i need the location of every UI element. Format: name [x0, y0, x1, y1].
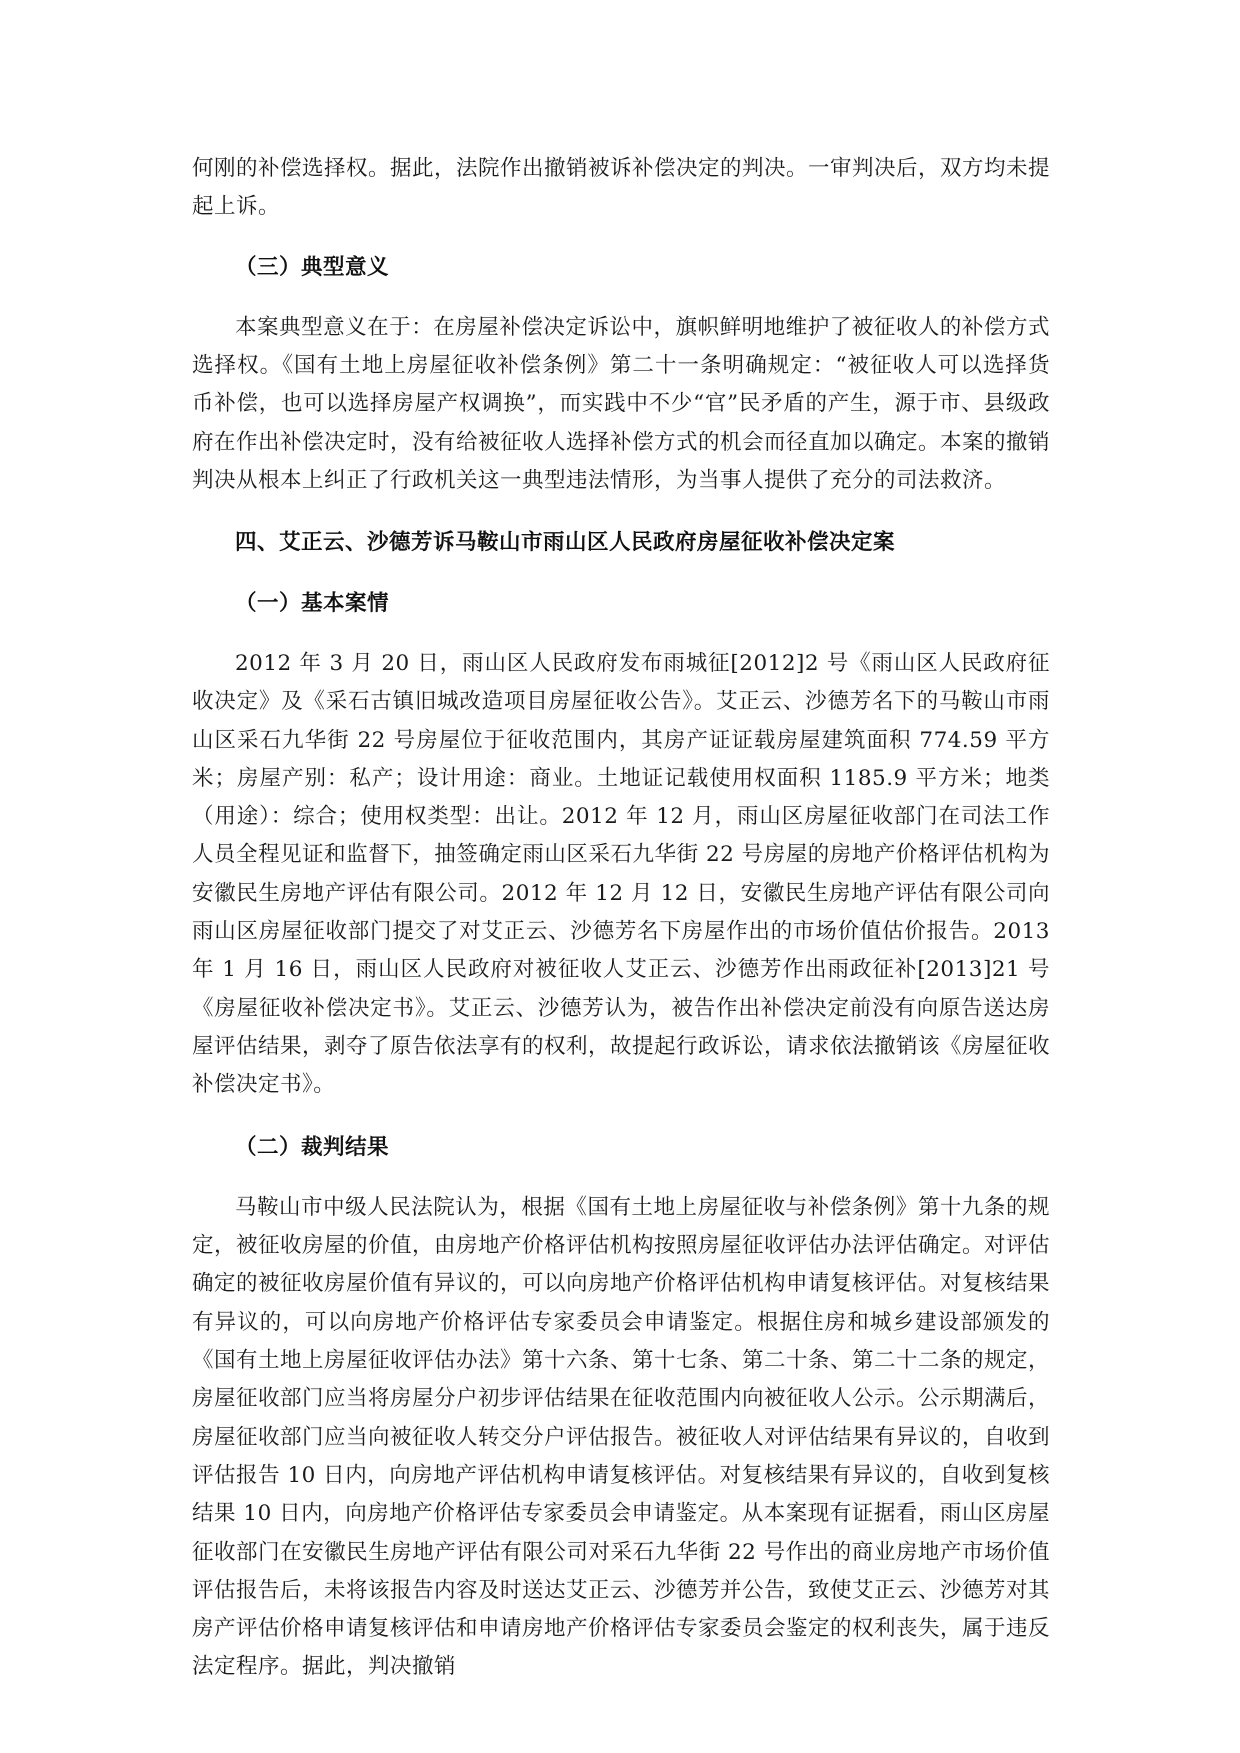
section-heading-basic-facts: （一）基本案情 [235, 590, 390, 616]
spacer [192, 1167, 1050, 1189]
judgment-result-paragraph: 马鞍山市中级人民法院认为，根据《国有土地上房屋征收与补偿条例》第十九条的规定，被征收房屋的价值，由房地产价格评估机构按照房屋征收评估办法评估确定。对评估确定的被征收房屋价值有异议的，可以向房地产价格评估机构申请复核评估。对复核结果有异议的，可以向房地产价格评估专家委员会申请鉴定。根据住房和城乡建设部颁发的《国有土地上房屋征收评估办法》第十六条、第十七条、第二十条、第二十二条的规定，房屋征收部门应当将房屋分户初步评估结果在征收范围内向被征收人公示。公示期满后，房屋征收部门应当向被征收人转交分户评估报告。被征收人对评估结果有异议的，自收到评估报告 10 日内，向房地产评估机构申请复核评估。对复核结果有异议的，自收到复核结果 10 日内，向房地产价格评估专家委员会申请鉴定。从本案现有证据看，雨山区房屋征收部门在安徽民生房地产评估有限公司对采石九华街 22 号作出的商业房地产市场价值评估报告后，未将该报告内容及时送达艾正云、沙德芳并公告，致使艾正云、沙德芳对其房产评估价格申请复核评估和申请房地产价格评估专家委员会鉴定的权利丧失，属于违反法定程序。据此，判决撤销 [192, 1194, 1051, 1680]
section-heading-typical-significance: （三）典型意义 [235, 254, 390, 280]
continuation-paragraph: 何刚的补偿选择权。据此，法院作出撤销被诉补偿决定的判决。一审判决后，双方均未提起上诉。 [192, 156, 1051, 220]
spacer [192, 287, 1050, 309]
case-four-title: 四、艾正云、沙德芳诉马鞍山市雨山区人民政府房屋征收补偿决定案 [235, 530, 896, 556]
basic-facts-paragraph: 2012 年 3 月 20 日，雨山区人民政府发布雨城征[2012]2 号《雨山区人民政府征收决定》及《采石古镇旧城改造项目房屋征收公告》。艾正云、沙德芳名下的马鞍山市雨山区采石九华街 22 号房屋位于征收范围内，其房产证证载房屋建筑面积 774.59 平方米；房屋产别：私产；设计用途：商业。土地证记载使用权面积 1185.9 平方米；地类（用途）：综合；使用权类型：出让。2012 年 12 月，雨山区房屋征收部门在司法工作人员全程见证和监督下，抽签确定雨山区采石九华街 22 号房屋的房地产价格评估机构为安徽民生房地产评估有限公司。2012 年 12 月 12 日，安徽民生房地产评估有限公司向雨山区房屋征收部门提交了对艾正云、沙德芳名下房屋作出的市场价值估价报告。2013 年 1 月 16 日，雨山区人民政府对被征收人艾正云、沙德芳作出雨政征补[2013]21 号《房屋征收补偿决定书》。艾正云、沙德芳认为，被告作出补偿决定前没有向原告送达房屋评估结果，剥夺了原告依法享有的权利，故提起行政诉讼，请求依法撤销该《房屋征收补偿决定书》。 [192, 650, 1051, 1098]
spacer [192, 623, 1050, 645]
spacer [192, 563, 1050, 585]
document-body [192, 150, 1050, 1687]
spacer [192, 500, 1050, 524]
section-heading-judgment-result: （二）裁判结果 [235, 1134, 390, 1160]
typical-significance-paragraph: 本案典型意义在于：在房屋补偿决定诉讼中，旗帜鲜明地维护了被征收人的补偿方式选择权。《国有土地上房屋征收补偿条例》第二十一条明确规定：“被征收人可以选择货币补偿，也可以选择房屋产权调换”，而实践中不少“官”民矛盾的产生，源于市、县级政府在作出补偿决定时，没有给被征收人选择补偿方式的机会而径直加以确定。本案的撤销判决从根本上纠正了行政机关这一典型违法情形，为当事人提供了充分的司法救济。 [192, 314, 1051, 494]
spacer [192, 1105, 1050, 1129]
spacer [192, 227, 1050, 249]
